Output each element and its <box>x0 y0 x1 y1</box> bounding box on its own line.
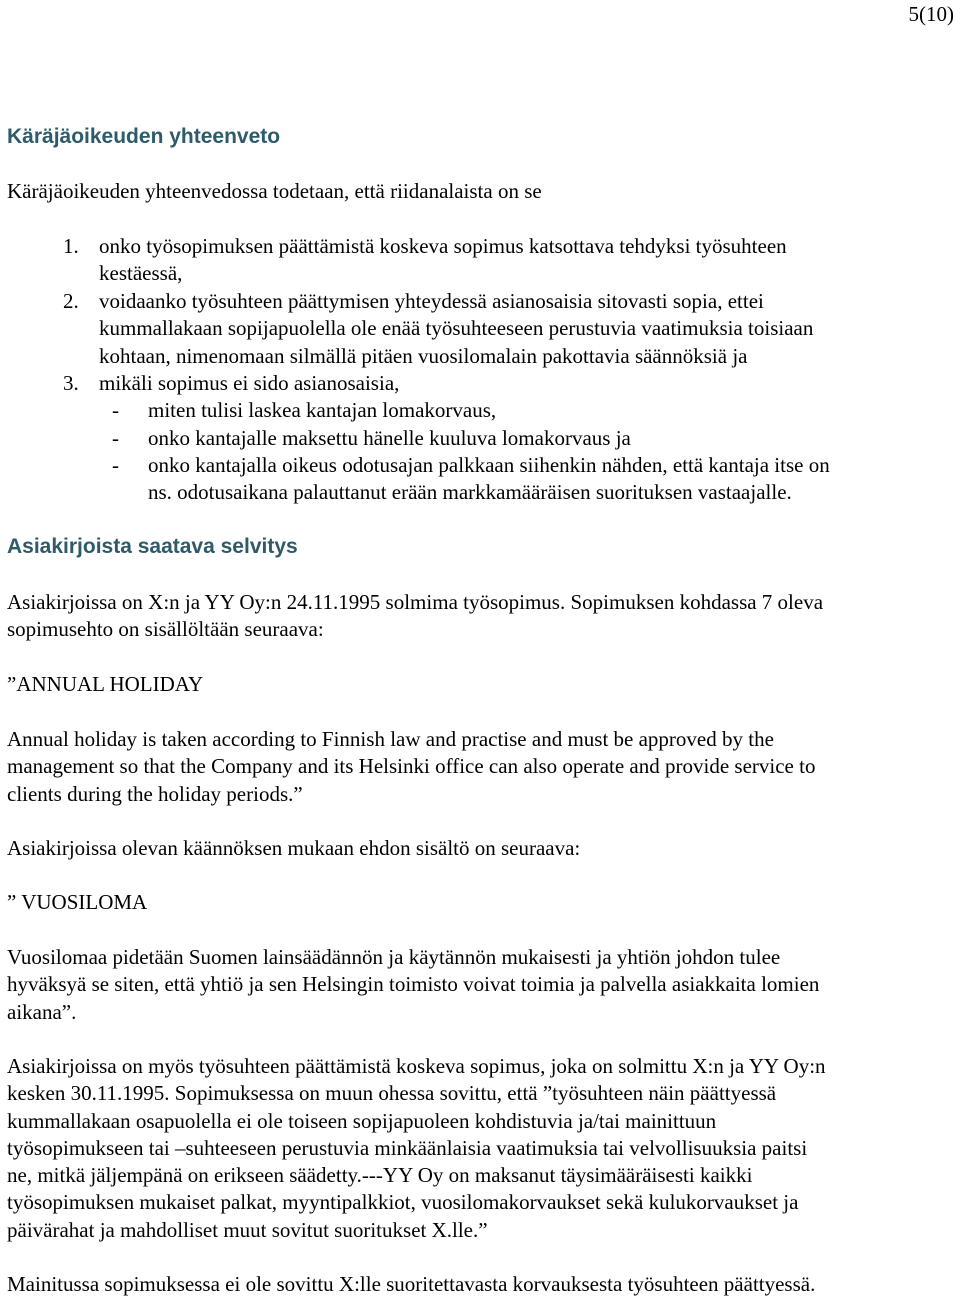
text-line: ” VUOSILOMA <box>7 890 148 914</box>
quote-annual-holiday <box>7 726 952 808</box>
text-line: kesken 30.11.1995. Sopimuksessa on muun ohessa sovittu, että ”työsuhteen näin päättyessä <box>7 1081 777 1106</box>
section-heading-summary: Käräjäoikeuden yhteenveto <box>7 125 281 148</box>
quote-vuosiloma <box>7 944 952 1026</box>
sub-item-dash: - <box>112 426 119 450</box>
list-item-text: voidaanko työsuhteen päättymisen yhteydessä asianosaisia sitovasti sopia, ettei <box>99 289 764 313</box>
list-item-text: kummallakaan sopijapuolella ole enää työsuhteeseen perustuvia vaatimuksia toisiaan <box>99 316 814 340</box>
list-item-text: onko työsopimuksen päättämistä koskeva sopimus katsottava tehdyksi työsuhteen <box>99 234 787 258</box>
text-line: työsopimukseen tai –suhteeseen perustuvia minkäänlaisia vaatimuksia tai velvollisuuksia paitsi <box>7 1135 808 1160</box>
text-line: aikana”. <box>7 999 77 1024</box>
sub-item-dash: - <box>112 453 119 477</box>
text-line: Annual holiday is taken according to Finnish law and practise and must be approved by the <box>7 727 774 751</box>
text-line: hyväksyä se siten, että yhtiö ja sen Helsingin toimisto voivat toimia ja palvella asiakkaita lomien <box>7 972 820 997</box>
paragraph-documents-contract <box>7 589 952 644</box>
text-line: Asiakirjoissa on X:n ja YY Oy:n 24.11.1995 solmima työsopimus. Sopimuksen kohdassa 7 oleva <box>7 590 824 614</box>
paragraph-termination-agreement <box>7 1053 952 1244</box>
list-item-number: 1. <box>63 234 79 258</box>
page-number: 5(10) <box>908 2 954 26</box>
paragraph-no-compensation <box>7 1271 952 1298</box>
text-line: ”ANNUAL HOLIDAY <box>7 672 204 696</box>
sub-item-dash: - <box>112 398 119 422</box>
list-item-number: 2. <box>63 289 79 313</box>
sub-item-text: onko kantajalla oikeus odotusajan palkkaan siihenkin nähden, että kantaja itse on <box>148 453 830 477</box>
text-line: työsopimuksen mukaiset palkat, myyntipalkkiot, vuosilomakorvaukset sekä kulukorvaukset ja <box>7 1190 799 1215</box>
text-line: sopimusehto on sisällöltään seuraava: <box>7 617 324 642</box>
text-line: ne, mitkä jäljempänä on erikseen säädetty.---YY Oy on maksanut täysimääräisesti kaikki <box>7 1163 753 1188</box>
text-line: Asiakirjoissa on myös työsuhteen päättämistä koskeva sopimus, joka on solmittu X:n ja YY Oy:n <box>7 1054 826 1078</box>
quote-title-annual-holiday <box>7 671 952 698</box>
list-item-number: 3. <box>63 371 79 395</box>
sub-item-text: miten tulisi laskea kantajan lomakorvaus, <box>148 398 497 422</box>
text-line: päivärahat ja mahdolliset muut sovitut suoritukset X.lle.” <box>7 1217 488 1242</box>
text-line: clients during the holiday periods.” <box>7 781 303 806</box>
paragraph-translation-intro <box>7 835 952 862</box>
list-item-text: kohtaan, nimenomaan silmällä pitäen vuosilomalain pakottavia säännöksiä ja <box>99 344 748 368</box>
text-line: Vuosilomaa pidetään Suomen lainsäädännön ja käytännön mukaisesti ja yhtiön johdon tulee <box>7 945 781 969</box>
list-item-text: kestäessä, <box>99 261 183 285</box>
text-line: Mainitussa sopimuksessa ei ole sovittu X:lle suoritettavasta korvauksesta työsuhteen päättyessä. <box>7 1272 816 1296</box>
quote-title-vuosiloma <box>7 889 952 916</box>
text-line: kummallakaan osapuolella ei ole toiseen sopijapuoleen kohdistuvia ja/tai mainittuun <box>7 1108 717 1133</box>
sub-item-text: ns. odotusaikana palauttanut erään markkamääräisen suorituksen vastaajalle. <box>148 480 792 504</box>
text-line: management so that the Company and its Helsinki office can also operate and provide service to <box>7 754 816 779</box>
text-line: Asiakirjoissa olevan käännöksen mukaan ehdon sisältö on seuraava: <box>7 836 581 860</box>
list-item-text: mikäli sopimus ei sido asianosaisia, <box>99 371 400 395</box>
sub-item-text: onko kantajalle maksettu hänelle kuuluva lomakorvaus ja <box>148 426 631 450</box>
summary-intro: Käräjäoikeuden yhteenvedossa todetaan, että riidanalaista on se <box>7 179 542 203</box>
section-heading-documents: Asiakirjoista saatava selvitys <box>7 535 298 558</box>
